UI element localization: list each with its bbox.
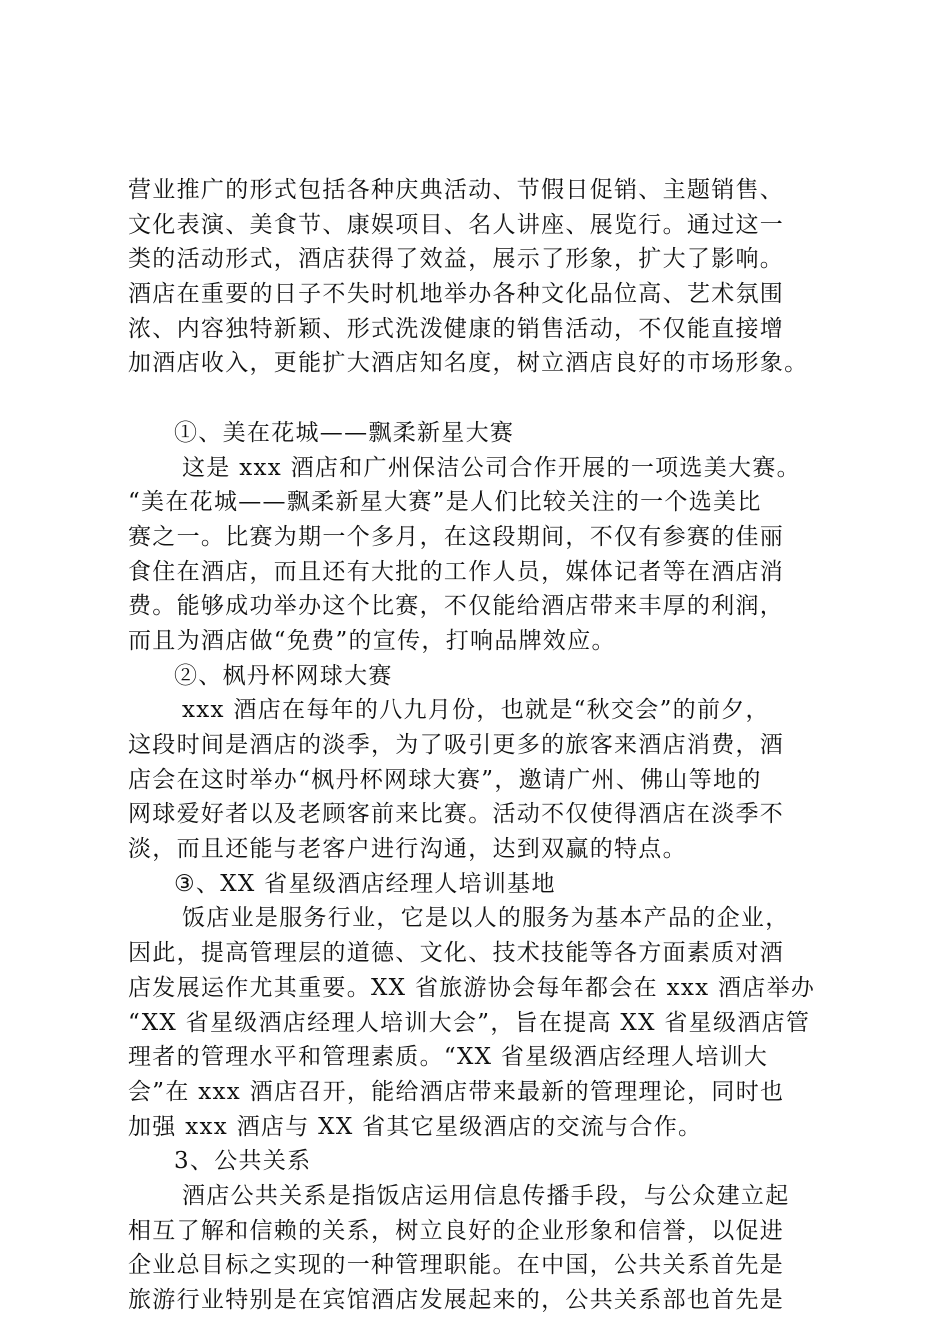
text-line: 淡，而且还能与老客户进行沟通，达到双赢的特点。: [128, 836, 687, 863]
text-line: 赛之一。比赛为期一个多月，在这段期间，不仅有参赛的佳丽: [128, 523, 785, 550]
text-line: 会”在 xxx 酒店召开，能给酒店带来最新的管理理论，同时也: [128, 1078, 785, 1105]
section-1-paragraph: [128, 451, 838, 659]
text-line: 酒店公共关系是指饭店运用信息传播手段，与公众建立起: [182, 1182, 790, 1209]
text-line: 费。能够成功举办这个比赛，不仅能给酒店带来丰厚的利润，: [128, 593, 785, 620]
text-line: 企业总目标之实现的一种管理职能。在中国，公共关系首先是: [128, 1252, 785, 1279]
text-line: 这是 xxx 酒店和广州保洁公司合作开展的一项选美大赛。: [182, 454, 801, 481]
text-line: 饭店业是服务行业，它是以人的服务为基本产品的企业，: [182, 905, 790, 932]
text-line: 网球爱好者以及老顾客前来比赛。活动不仅使得酒店在淡季不: [128, 801, 785, 828]
section-heading-2: ②、枫丹杯网球大赛: [174, 662, 393, 689]
section-heading-1: ①、美在花城——飘柔新星大赛: [174, 419, 515, 446]
section-4-paragraph: [128, 1179, 838, 1318]
blank-line: [128, 381, 838, 416]
text-line: 文化表演、美食节、康娱项目、名人讲座、展览行。通过这一: [128, 211, 785, 238]
text-line: 因此，提高管理层的道德、文化、技术技能等各方面素质对酒: [128, 940, 785, 967]
text-line: 旅游行业特别是在宾馆酒店发展起来的，公共关系部也首先是: [128, 1287, 785, 1313]
text-line: xxx 酒店在每年的八九月份，也就是“秋交会”的前夕，: [182, 697, 770, 724]
text-line: 店会在这时举办“枫丹杯网球大赛”，邀请广州、佛山等地的: [128, 766, 762, 793]
text-line: “美在花城——飘柔新星大赛”是人们比较关注的一个选美比: [128, 489, 762, 516]
text-line: 而且为酒店做“免费”的宣传，打响品牌效应。: [128, 627, 616, 654]
section-2-paragraph: [128, 693, 838, 866]
section-heading-3: ③、XX 省星级酒店经理人培训基地: [174, 870, 556, 897]
section-3-paragraph: [128, 901, 838, 1144]
text-line: 相互了解和信赖的关系，树立良好的企业形象和信誉，以促进: [128, 1217, 785, 1244]
text-line: 加强 xxx 酒店与 XX 省其它星级酒店的交流与合作。: [128, 1113, 703, 1140]
text-line: 理者的管理水平和管理素质。“XX 省星级酒店经理人培训大: [128, 1044, 769, 1071]
text-line: 营业推广的形式包括各种庆典活动、节假日促销、主题销售、: [128, 177, 785, 203]
intro-paragraph: [128, 173, 838, 381]
text-line: 浓、内容独特新颖、形式洗泼健康的销售活动，不仅能直接增: [128, 315, 785, 342]
section-heading-4: 3、公共关系: [174, 1148, 312, 1175]
text-line: “XX 省星级酒店经理人培训大会”，旨在提高 XX 省星级酒店管: [128, 1009, 811, 1036]
text-line: 这段时间是酒店的淡季，为了吸引更多的旅客来酒店消费，酒: [128, 732, 785, 758]
text-line: 店发展运作尤其重要。XX 省旅游协会每年都会在 xxx 酒店举办: [128, 974, 816, 1001]
text-line: 酒店在重要的日子不失时机地举办各种文化品位高、艺术氛围: [128, 281, 785, 308]
text-line: 食住在酒店，而且还有大批的工作人员，媒体记者等在酒店消: [128, 558, 785, 585]
text-line: 类的活动形式，酒店获得了效益，展示了形象，扩大了影响。: [128, 246, 785, 273]
text-line: 加酒店收入，更能扩大酒店知名度，树立酒店良好的市场形象。: [128, 350, 809, 377]
document-body: [128, 173, 838, 1318]
